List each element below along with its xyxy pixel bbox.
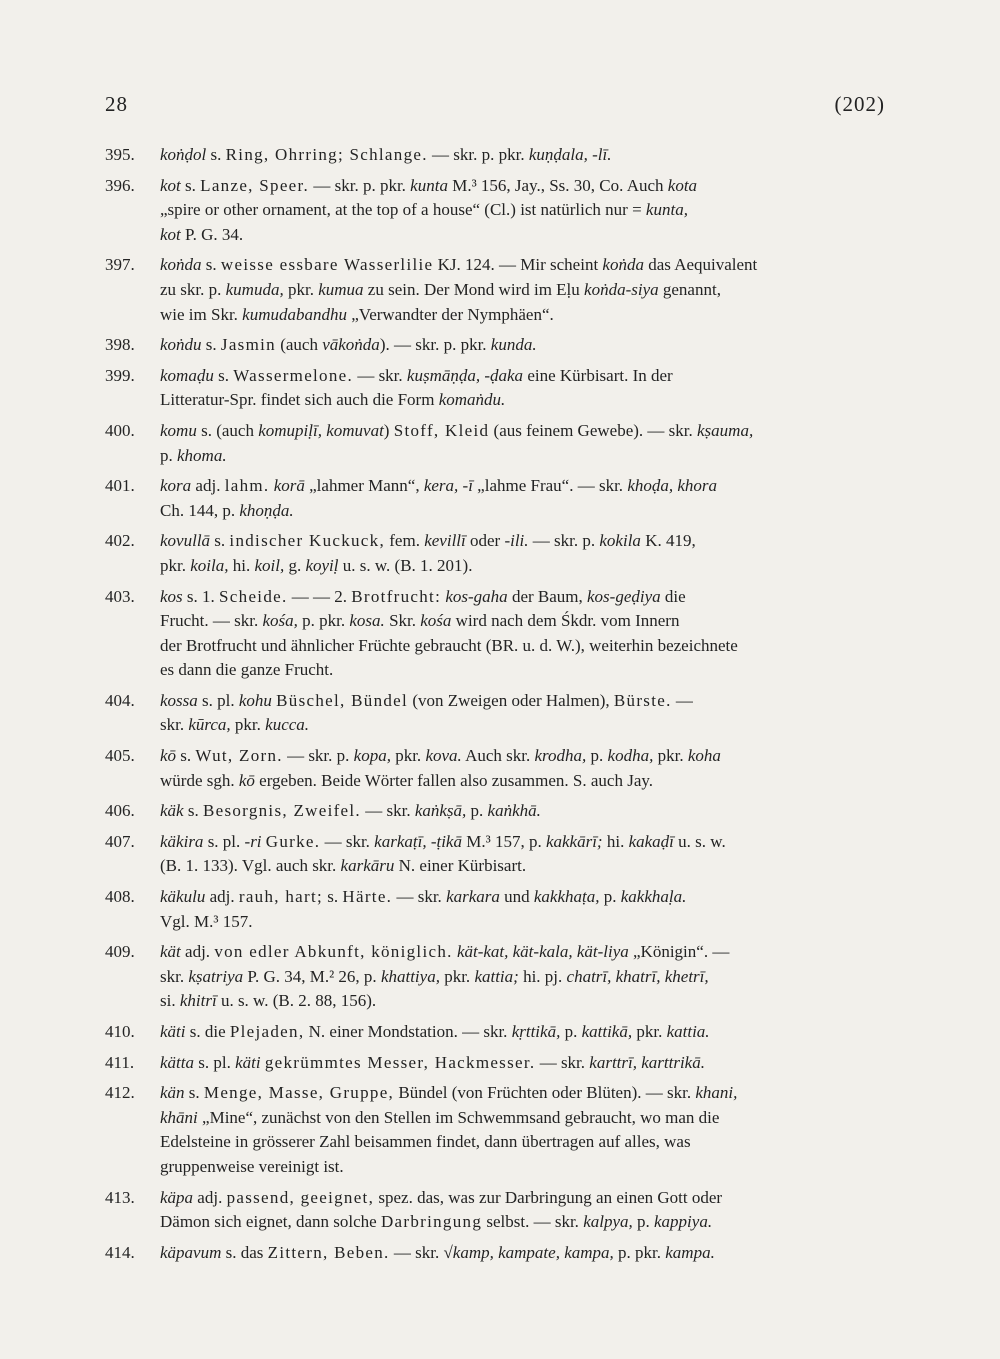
dictionary-entry bbox=[105, 474, 900, 523]
dictionary-entry bbox=[105, 333, 900, 358]
entry-line: si. khitrī u. s. w. (B. 2. 88, 156). bbox=[160, 991, 377, 1011]
entry-number: 403. bbox=[105, 586, 135, 606]
entry-number: 412. bbox=[105, 1083, 135, 1103]
dictionary-entry bbox=[105, 419, 900, 468]
entry-number: 399. bbox=[105, 365, 135, 385]
dictionary-entry bbox=[105, 253, 900, 327]
entry-line: der Brotfrucht und ähnlicher Früchte gebraucht (BR. u. d. W.), weiterhin bezeichnete bbox=[160, 635, 738, 655]
entry-line: p. khoma. bbox=[160, 445, 227, 465]
dictionary-entry bbox=[105, 529, 900, 578]
dictionary-entry bbox=[105, 1081, 900, 1179]
dictionary-entry bbox=[105, 1241, 900, 1266]
dictionary-entry bbox=[105, 364, 900, 413]
entry-line: Edelsteine in grösserer Zahl beisammen findet, dann übertragen auf alles, was bbox=[160, 1132, 691, 1152]
entry-line: koṅda s. weisse essbare Wasserlilie KJ. 124. — Mir scheint koṅda das Aequivalent bbox=[160, 255, 758, 275]
page-header bbox=[105, 92, 885, 126]
entry-line: kos s. 1. Scheide. — — 2. Brotfrucht: kos-gaha der Baum, kos-geḍiya die bbox=[160, 586, 686, 606]
dictionary-entry bbox=[105, 885, 900, 934]
entry-number: 398. bbox=[105, 335, 135, 355]
entry-line: koṅḍol s. Ring, Ohrring; Schlange. — skr. p. pkr. kuṇḍala, -lī. bbox=[160, 145, 612, 164]
entry-number: 405. bbox=[105, 746, 135, 766]
entry-line: Vgl. M.³ 157. bbox=[160, 911, 253, 931]
entry-line: käk s. Besorgnis, Zweifel. — skr. kaṅkṣā, p. kaṅkhā. bbox=[160, 801, 541, 821]
page-number: 28 bbox=[105, 92, 128, 116]
entry-number: 410. bbox=[105, 1022, 135, 1041]
entry-number: 401. bbox=[105, 476, 135, 496]
entry-number: 395. bbox=[105, 145, 135, 164]
entry-line: kot s. Lanze, Speer. — skr. p. pkr. kunta M.³ 156, Jay., Ss. 30, Co. Auch kota bbox=[160, 175, 698, 195]
entry-line: kō s. Wut, Zorn. — skr. p. kopa, pkr. kova. Auch skr. krodha, p. kodha, pkr. koha bbox=[160, 746, 721, 766]
dictionary-entry bbox=[105, 799, 900, 824]
entry-line: Dämon sich eignet, dann solche Darbringung selbst. — skr. kalpya, p. kappiya. bbox=[160, 1212, 713, 1232]
entry-line: Frucht. — skr. kośa, p. pkr. kosa. Skr. kośa wird nach dem Śkdr. vom Innern bbox=[160, 611, 680, 631]
entry-line: „spire or other ornament, at the top of a house“ (Cl.) ist natürlich nur = kunta, bbox=[160, 200, 688, 220]
entry-line: würde sgh. kō ergeben. Beide Wörter fallen also zusammen. S. auch Jay. bbox=[160, 770, 654, 790]
dictionary-entry bbox=[105, 744, 900, 793]
entry-line: käpa adj. passend, geeignet, spez. das, was zur Darbringung an einen Gott oder bbox=[160, 1187, 723, 1207]
entry-line: kot P. G. 34. bbox=[160, 224, 244, 244]
entry-line: kät adj. von edler Abkunft, königlich. kät-kat, kät-kala, kät-liya „Königin“. — bbox=[160, 942, 730, 962]
entry-line: es dann die ganze Frucht. bbox=[160, 660, 334, 680]
entry-line: käpavum s. das Zittern, Beben. — skr. √kamp, kampate, kampa, p. pkr. kampa. bbox=[160, 1242, 715, 1262]
entry-number: 396. bbox=[105, 175, 135, 195]
entry-line: käkulu adj. rauh, hart; s. Härte. — skr. karkara und kakkhaṭa, p. kakkhaḷa. bbox=[160, 887, 687, 907]
dictionary-entry bbox=[105, 174, 900, 248]
entry-line: kätta s. pl. käti gekrümmtes Messer, Hackmesser. — skr. karttrī, karttrikā. bbox=[160, 1052, 705, 1072]
entry-line: Ch. 144, p. khoṇḍa. bbox=[160, 500, 294, 520]
dictionary-entry bbox=[105, 143, 900, 168]
entry-line: käkira s. pl. -ri Gurke. — skr. karkaṭī, -ṭikā M.³ 157, p. kakkārī; hi. kakaḍī u. s. w. bbox=[160, 831, 726, 851]
dictionary-entry bbox=[105, 689, 900, 738]
entry-number: 406. bbox=[105, 801, 135, 821]
entry-line: komu s. (auch komupiḷī, komuvat) Stoff, Kleid (aus feinem Gewebe). — skr. kṣauma, bbox=[160, 420, 754, 440]
entry-number: 397. bbox=[105, 255, 135, 275]
entry-number: 413. bbox=[105, 1187, 135, 1207]
dictionary-entry bbox=[105, 1051, 900, 1076]
entry-line: Litteratur-Spr. findet sich auch die Form komaṅdu. bbox=[160, 390, 506, 410]
dictionary-entry bbox=[105, 830, 900, 879]
dictionary-entry bbox=[105, 1020, 900, 1045]
entry-line: pkr. koila, hi. koil, g. koyiḷ u. s. w. (B. 1. 201). bbox=[160, 555, 473, 575]
entry-line: skr. kṣatriya P. G. 34, M.² 26, p. khattiya, pkr. kattia; hi. pj. chatrī, khatrī, khetrī, bbox=[160, 966, 709, 986]
entry-number: 407. bbox=[105, 831, 135, 851]
dictionary-entry bbox=[105, 1186, 900, 1235]
entry-line: khāni „Mine“, zunächst von den Stellen im Schwemmsand gebraucht, wo man die bbox=[160, 1107, 720, 1127]
entry-line: gruppenweise vereinigt ist. bbox=[160, 1156, 344, 1176]
entry-line: käti s. die Plejaden, N. einer Mondstation. — skr. kṛttikā, p. kattikā, pkr. kattia. bbox=[160, 1022, 710, 1041]
entry-line: skr. kūrca, pkr. kucca. bbox=[160, 715, 310, 735]
entry-line: zu skr. p. kumuda, pkr. kumua zu sein. Der Mond wird im Eḷu koṅda-siya genannt, bbox=[160, 279, 721, 299]
entry-number: 402. bbox=[105, 531, 135, 551]
entry-number: 414. bbox=[105, 1242, 135, 1262]
dictionary-entry bbox=[105, 585, 900, 683]
dictionary-entry bbox=[105, 940, 900, 1014]
entry-number: 404. bbox=[105, 690, 135, 710]
entry-number: 408. bbox=[105, 887, 135, 907]
entry-line: kovullā s. indischer Kuckuck, fem. kevillī oder -ili. — skr. p. kokila K. 419, bbox=[160, 531, 696, 551]
page-reference: (202) bbox=[834, 92, 885, 116]
entry-line: kora adj. lahm. korā „lahmer Mann“, kera, -ī „lahme Frau“. — skr. khoḍa, khora bbox=[160, 476, 718, 496]
entry-number: 400. bbox=[105, 420, 135, 440]
entry-line: koṅdu s. Jasmin (auch vākoṅda). — skr. p. pkr. kunda. bbox=[160, 335, 537, 355]
entry-number: 411. bbox=[105, 1052, 135, 1072]
entry-line: komaḍu s. Wassermelone. — skr. kuṣmāṇḍa, -ḍaka eine Kürbisart. In der bbox=[160, 365, 673, 385]
dictionary-entries bbox=[105, 143, 900, 1271]
entry-line: (B. 1. 133). Vgl. auch skr. karkāru N. einer Kürbisart. bbox=[160, 856, 527, 876]
entry-line: kän s. Menge, Masse, Gruppe, Bündel (von Früchten oder Blüten). — skr. khani, bbox=[160, 1083, 738, 1103]
entry-number: 409. bbox=[105, 942, 135, 962]
entry-line: kossa s. pl. kohu Büschel, Bündel (von Zweigen oder Halmen), Bürste. — bbox=[160, 690, 693, 710]
entry-line: wie im Skr. kumudabandhu „Verwandter der Nymphäen“. bbox=[160, 304, 554, 324]
